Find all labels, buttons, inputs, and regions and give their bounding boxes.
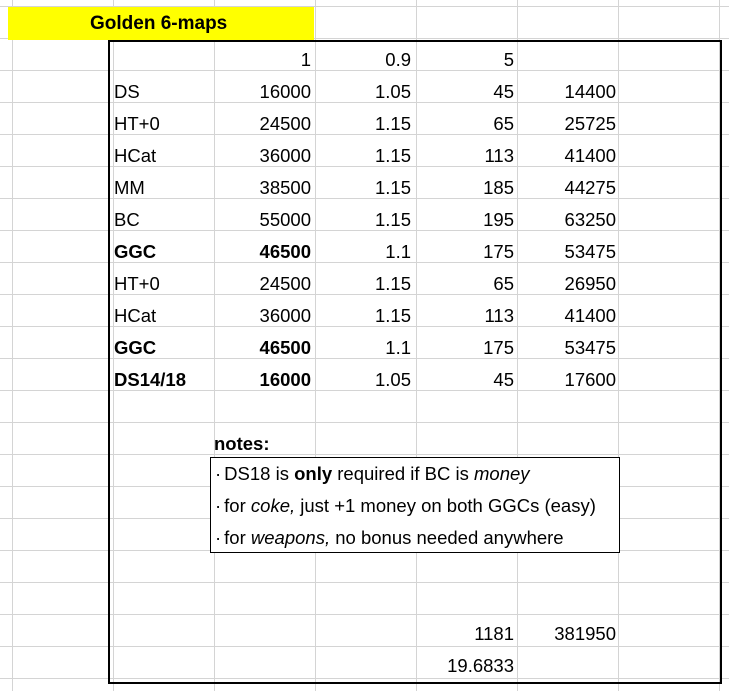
cell-value-a[interactable]: 46500 bbox=[259, 241, 311, 262]
total-c-sum[interactable]: 1181 bbox=[474, 623, 514, 644]
cell-value-d[interactable]: 14400 bbox=[564, 81, 616, 102]
cell-value-d[interactable]: 44275 bbox=[564, 177, 616, 198]
row-label[interactable]: HCat bbox=[114, 305, 157, 326]
cell-value-a[interactable]: 46500 bbox=[259, 337, 311, 358]
cell-value-c[interactable]: 113 bbox=[484, 305, 514, 326]
row-label[interactable]: HT+0 bbox=[114, 273, 160, 294]
cell-value-d[interactable]: 41400 bbox=[564, 145, 616, 166]
header-cell-c[interactable]: 5 bbox=[503, 49, 514, 70]
row-label[interactable]: DS bbox=[114, 81, 140, 102]
cell-value-b[interactable]: 1.15 bbox=[374, 273, 411, 294]
cell-value-a[interactable]: 36000 bbox=[259, 305, 311, 326]
cell-value-b[interactable]: 1.05 bbox=[374, 369, 411, 390]
cell-value-c[interactable]: 45 bbox=[493, 369, 514, 390]
cell-value-a[interactable]: 16000 bbox=[259, 81, 311, 102]
cell-value-d[interactable]: 26950 bbox=[564, 273, 616, 294]
cell-value-b[interactable]: 1.15 bbox=[374, 305, 411, 326]
cell-value-c[interactable]: 195 bbox=[483, 209, 514, 230]
notes-label[interactable]: notes: bbox=[214, 433, 270, 454]
header-cell-b[interactable]: 0.9 bbox=[385, 49, 411, 70]
row-label[interactable]: MM bbox=[114, 177, 145, 198]
cell-value-b[interactable]: 1.1 bbox=[385, 241, 411, 262]
row-label[interactable]: HCat bbox=[114, 145, 157, 166]
note-line-1[interactable]: · DS18 is only required if BC is money bbox=[215, 463, 530, 484]
cell-value-d[interactable]: 53475 bbox=[564, 337, 616, 358]
cell-value-c[interactable]: 65 bbox=[493, 273, 514, 294]
cell-value-d[interactable]: 41400 bbox=[564, 305, 616, 326]
note-line-3[interactable]: · for weapons, no bonus needed anywhere bbox=[215, 527, 564, 548]
cell-value-c[interactable]: 175 bbox=[483, 337, 514, 358]
cell-value-c[interactable]: 185 bbox=[483, 177, 514, 198]
row-label[interactable]: BC bbox=[114, 209, 140, 230]
row-label[interactable]: GGC bbox=[114, 241, 157, 262]
cell-value-b[interactable]: 1.05 bbox=[374, 81, 411, 102]
cell-value-a[interactable]: 16000 bbox=[259, 369, 311, 390]
row-label[interactable]: HT+0 bbox=[114, 113, 160, 134]
cell-value-b[interactable]: 1.15 bbox=[374, 113, 411, 134]
cell-value-d[interactable]: 53475 bbox=[564, 241, 616, 262]
cell-value-a[interactable]: 36000 bbox=[259, 145, 311, 166]
cell-value-b[interactable]: 1.1 bbox=[385, 337, 411, 358]
cell-value-b[interactable]: 1.15 bbox=[374, 209, 411, 230]
row-label[interactable]: DS14/18 bbox=[114, 369, 186, 390]
header-cell-a[interactable]: 1 bbox=[300, 49, 311, 70]
cell-value-c[interactable]: 65 bbox=[493, 113, 514, 134]
bullet-dot: · bbox=[215, 495, 222, 516]
cell-value-d[interactable]: 17600 bbox=[564, 369, 616, 390]
notes-box bbox=[210, 457, 620, 553]
cell-value-d[interactable]: 25725 bbox=[564, 113, 616, 134]
note-line-2[interactable]: · for coke, just +1 money on both GGCs (easy) bbox=[215, 495, 596, 516]
cell-value-b[interactable]: 1.15 bbox=[374, 145, 411, 166]
cell-value-a[interactable]: 55000 bbox=[259, 209, 311, 230]
cell-value-a[interactable]: 24500 bbox=[259, 113, 311, 134]
cell-value-a[interactable]: 24500 bbox=[259, 273, 311, 294]
cell-value-c[interactable]: 113 bbox=[484, 145, 514, 166]
total-d-sum[interactable]: 381950 bbox=[554, 623, 616, 644]
total-c-average[interactable]: 19.6833 bbox=[447, 655, 514, 676]
cell-value-d[interactable]: 63250 bbox=[564, 209, 616, 230]
cell-value-c[interactable]: 175 bbox=[483, 241, 514, 262]
row-label[interactable]: GGC bbox=[114, 337, 157, 358]
cell-value-a[interactable]: 38500 bbox=[259, 177, 311, 198]
cell-value-b[interactable]: 1.15 bbox=[374, 177, 411, 198]
cell-value-c[interactable]: 45 bbox=[493, 81, 514, 102]
bullet-dot: · bbox=[215, 463, 222, 484]
sheet-title[interactable]: Golden 6-maps bbox=[8, 7, 314, 40]
bullet-dot: · bbox=[215, 527, 222, 548]
